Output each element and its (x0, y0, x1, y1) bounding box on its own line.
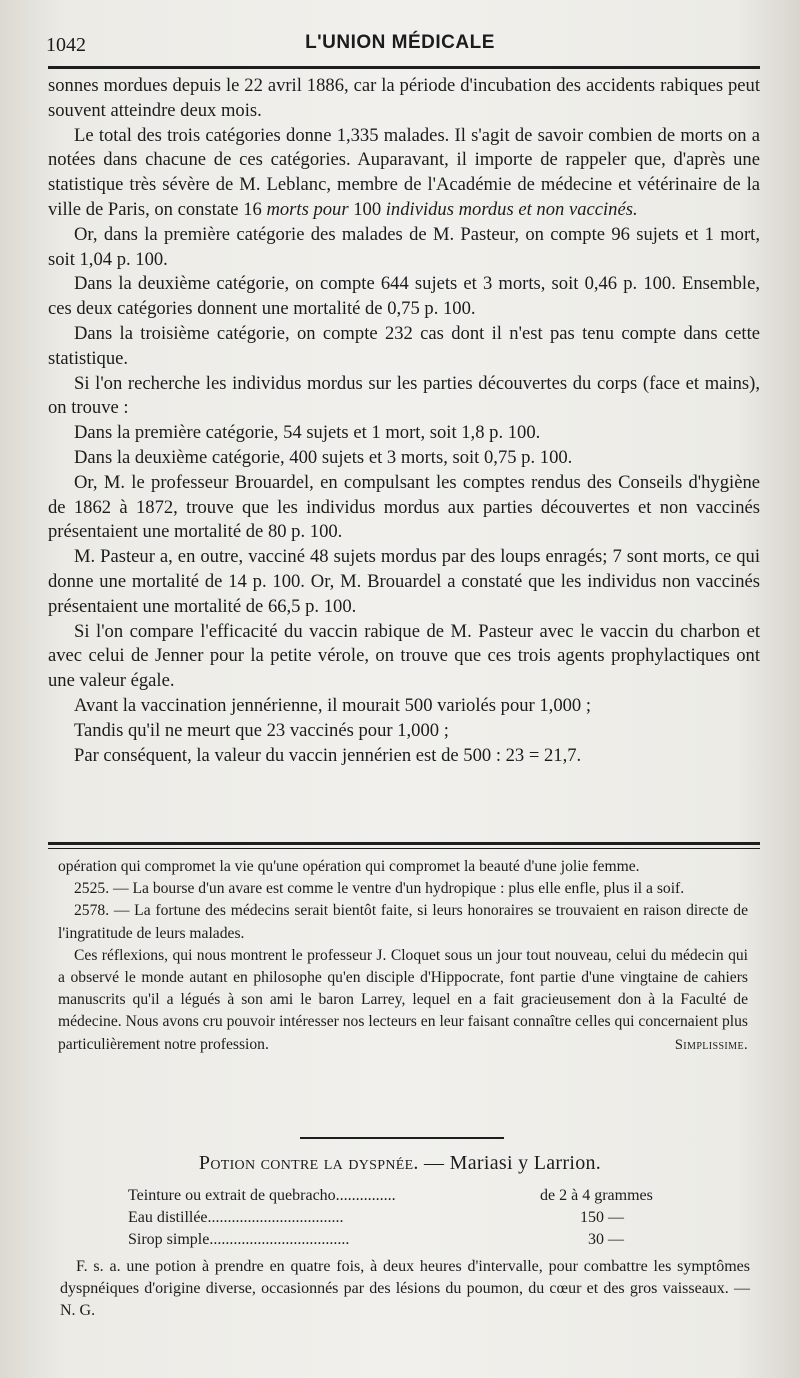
ingredient-quantity: 30 — (588, 1231, 624, 1248)
recipe-title-authors: — Mariasi y Larrion. (418, 1152, 602, 1174)
note-paragraph (58, 945, 748, 1056)
ingredient-list (128, 1185, 688, 1251)
ingredient-row (128, 1185, 688, 1207)
journal-title: L'UNION MÉDICALE (305, 32, 495, 53)
section-divider (48, 842, 760, 849)
note-paragraph: 2525. — La bourse d'un avare est comme le ventre d'un hydropique : plus elle enfle, plus il a soif. (74, 880, 685, 898)
feuilleton-notes (58, 856, 748, 1056)
paragraph: sonnes mordues depuis le 22 avril 1886, car la période d'incubation des accidents rabiques peut souvent atteindre deux mois. (48, 75, 760, 121)
paragraph-text: Le total des trois catégories donne 1,335 malades. Il s'agit de savoir combien de morts on a notées dans chacune de ces catégories. Auparavant, il importe de rappeler que, d'après une statistique très sévère de M. Leblanc, membre de l'Académie de médecine et vétérinaire de la ville de Paris, on constate 16 (48, 124, 760, 220)
paragraph: Si l'on compare l'efficacité du vaccin rabique de M. Pasteur avec le vaccin du charbon et avec celui de Jenner pour la petite vérole, on trouve que ces trois agents prophylactiques ont une valeur égale. (48, 620, 760, 692)
paragraph: Dans la deuxième catégorie, on compte 644 sujets et 3 morts, soit 0,46 p. 100. Ensemble, ces deux catégories donnent une mortalité de 0,75 p. 100. (48, 273, 760, 320)
paragraph: Or, M. le professeur Brouardel, en compulsant les comptes rendus des Conseils d'hygiène de 1862 à 1872, trouve que les individus mordus aux parties découvertes et non vaccinés présentaient une mortalité de 80 p. 100. (48, 471, 760, 543)
note-paragraph: 2578. — La fortune des médecins serait bientôt faite, si leurs honoraires se trouvaient en raison directe de l'ingratitude de leurs malades. (58, 902, 748, 942)
paragraph: Avant la vaccination jennérienne, il mourait 500 variolés pour 1,000 ; (74, 694, 592, 716)
article-body (48, 74, 760, 768)
ingredient-row (128, 1207, 688, 1229)
paragraph: Dans la troisième catégorie, on compte 232 cas dont il n'est pas tenu compte dans cette statistique. (48, 322, 760, 369)
short-divider (300, 1137, 504, 1139)
paragraph: M. Pasteur a, en outre, vacciné 48 sujets mordus par des loups enragés; 7 sont morts, ce qui donne une mortalité de 14 p. 100. Or, M. Brouardel a constaté que les individus non vaccinés présentaient une mortalité de 66,5 p. 100. (48, 546, 760, 617)
paragraph-text: 100 (348, 198, 386, 220)
emphasis: morts pour (266, 198, 349, 220)
header-rule (48, 66, 760, 69)
paragraph: Or, dans la première catégorie des malades de M. Pasteur, on compte 96 sujets et 1 mort, soit 1,04 p. 100. (48, 223, 760, 270)
recipe-title-main: Potion contre la dyspnée. (198, 1152, 419, 1174)
paragraph (48, 124, 760, 223)
note-paragraph: opération qui compromet la vie qu'une opération qui compromet la beauté d'une jolie femme. (58, 858, 640, 875)
note-text: Ces réflexions, qui nous montrent le professeur J. Cloquet sous un jour tout nouveau, celui du médecin qui a observé le monde autant en philosophe qu'en disciple d'Hippocrate, font partie d'une vingtaine de cahiers manuscrits qu'il a légués à son ami le baron Larrey, lequel en a fait gracieusement don à la Faculté de médecine. Nous avons cru pouvoir intéresser nos lecteurs en leur faisant connaître celles qui concernaient plus particulièrement notre profession. (58, 946, 748, 1053)
ingredient-quantity: de 2 à 4 grammes (540, 1187, 653, 1204)
ingredient-name: Sirop simple................................... (128, 1231, 350, 1248)
ingredient-name: Eau distillée.................................. (128, 1209, 344, 1226)
emphasis: individus mordus et non vaccinés. (385, 198, 638, 220)
paragraph: Par conséquent, la valeur du vaccin jennérien est de 500 : 23 = 21,7. (74, 744, 582, 766)
ingredient-name: Teinture ou extrait de quebracho............... (128, 1187, 396, 1204)
page-number: 1042 (46, 34, 86, 56)
recipe-instructions (60, 1256, 750, 1322)
ingredient-row (128, 1229, 688, 1251)
page-header (40, 26, 760, 60)
paragraph: Dans la première catégorie, 54 sujets et 1 mort, soit 1,8 p. 100. (74, 422, 541, 444)
ingredient-quantity: 150 — (580, 1209, 624, 1226)
instructions-text: F. s. a. une potion à prendre en quatre fois, à deux heures d'intervalle, pour combattre les symptômes dyspnéiques d'origine diverse, occasionnés par des lésions du poumon, du cœur et des gros vaisseaux. — N. G. (60, 1258, 750, 1319)
recipe-title (0, 1152, 800, 1175)
paragraph: Tandis qu'il ne meurt que 23 vaccinés pour 1,000 ; (74, 719, 449, 741)
paragraph: Si l'on recherche les individus mordus sur les parties découvertes du corps (face et mains), on trouve : (48, 372, 760, 419)
signature: Simplissime. (674, 1036, 748, 1053)
paragraph: Dans la deuxième catégorie, 400 sujets et 3 morts, soit 0,75 p. 100. (74, 446, 573, 468)
